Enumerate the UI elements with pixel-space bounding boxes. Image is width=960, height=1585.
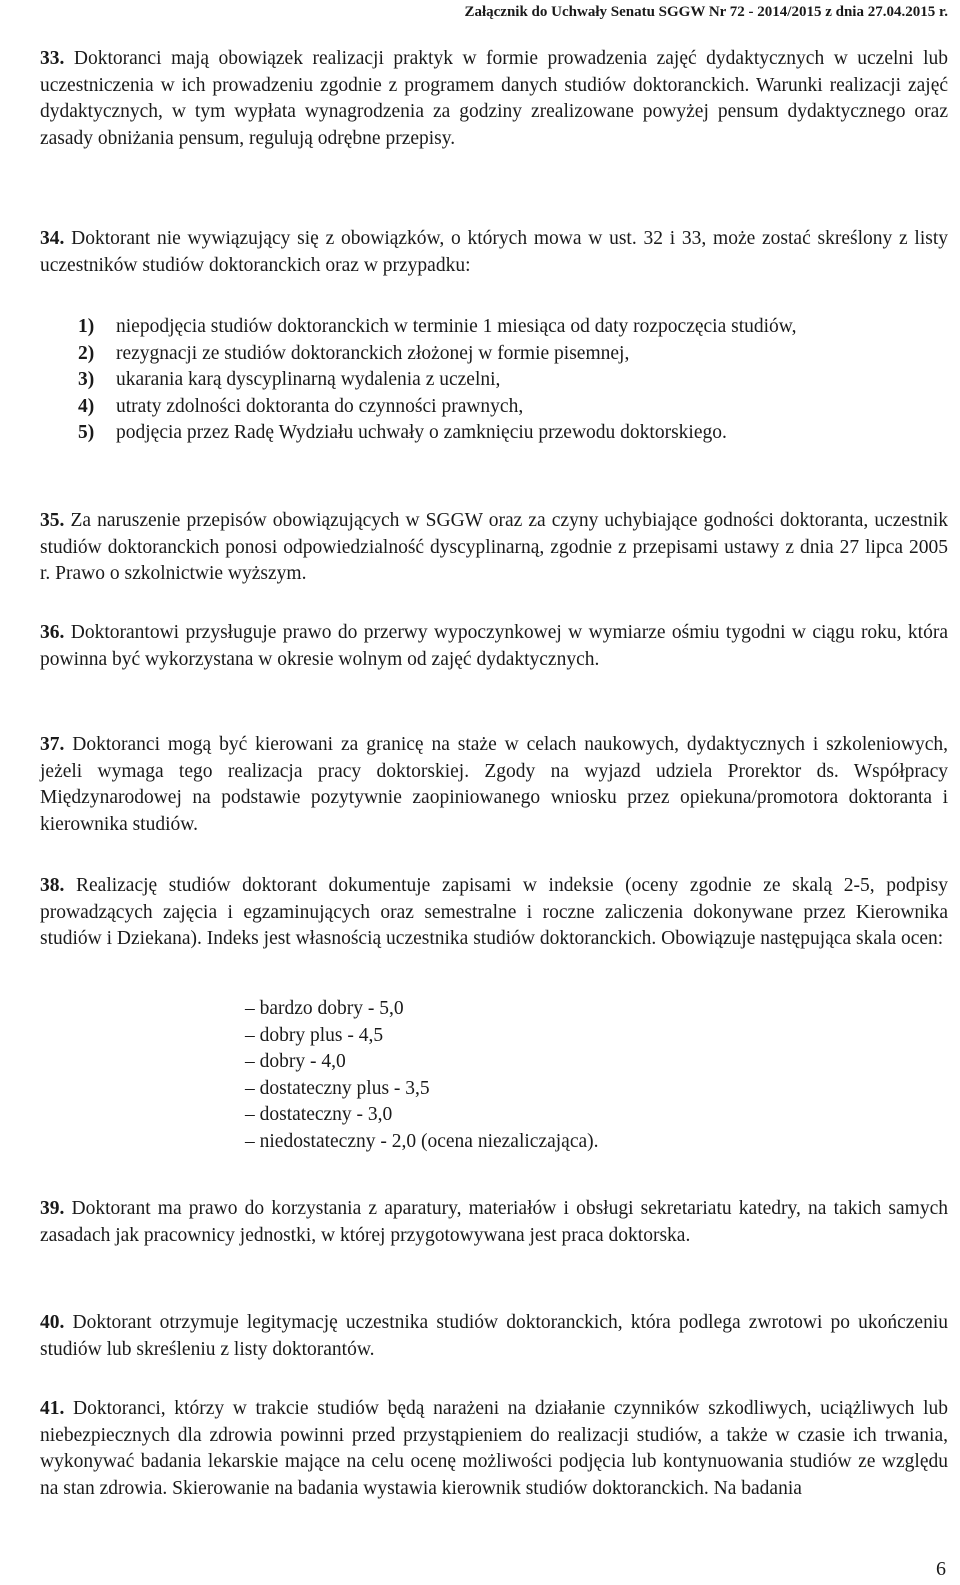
grade-item: – dostateczny - 3,0	[245, 1104, 393, 1126]
list-item	[78, 420, 948, 447]
paragraph-41	[40, 1396, 948, 1502]
grade-scale-list	[245, 996, 599, 1156]
grade-item: – niedostateczny - 2,0 (ocena niezaliczająca).	[245, 1130, 599, 1152]
paragraph-text: Doktorant nie wywiązujący się z obowiązków, o których mowa w ust. 32 i 33, może zostać skreślony z listy uczestników studiów doktoranckich oraz w przypadku:	[40, 228, 949, 276]
grade-item: – dobry - 4,0	[245, 1051, 346, 1073]
list-item-text: podjęcia przez Radę Wydziału uchwały o zamknięciu przewodu doktorskiego.	[116, 422, 727, 444]
paragraph-text: Doktoranci mogą być kierowani za granicę na staże w celach naukowych, dydaktycznych i szkoleniowych, jeżeli wymaga tego realizacja pracy doktorskiej. Zgody na wyjazd udziela Prorektor ds. Współpracy Międzynarodowej na podstawie pozytywnie zaopiniowanego wniosku przez opiekuna/promotora doktoranta i kierownika studiów.	[40, 734, 948, 835]
list-item	[78, 314, 948, 341]
paragraph-number: 39.	[40, 1198, 65, 1219]
list-item	[78, 394, 948, 421]
paragraph-33	[40, 46, 948, 152]
paragraph-37	[40, 732, 948, 838]
list-item	[78, 367, 948, 394]
list-item	[78, 341, 948, 368]
list-item-text: utraty zdolności doktoranta do czynności prawnych,	[116, 395, 524, 417]
paragraph-34	[40, 226, 948, 279]
paragraph-text: Za naruszenie przepisów obowiązujących w SGGW oraz za czyny uchybiające godności doktoranta, uczestnik studiów doktoranckich ponosi odpowiedzialność dyscyplinarną, zgodnie z przepisami ustawy z dnia 27 lipca 2005 r. Prawo o szkolnictwie wyższym.	[40, 510, 949, 585]
list-item-number: 3)	[78, 369, 95, 391]
paragraph-number: 41.	[40, 1398, 65, 1419]
paragraph-text: Doktorant ma prawo do korzystania z aparatury, materiałów i obsługi sekretariatu katedry, na takich samych zasadach jak pracownicy jednostki, w której przygotowywana jest praca doktorska.	[40, 1198, 948, 1246]
list-item-number: 2)	[78, 342, 95, 364]
document-header: Załącznik do Uchwały Senatu SGGW Nr 72 - 2014/2015 z dnia 27.04.2015 r.	[464, 4, 948, 20]
paragraph-text: Doktorant otrzymuje legitymację uczestnika studiów doktoranckich, która podlega zwrotowi po ukończeniu studiów lub skreśleniu z listy doktorantów.	[40, 1312, 948, 1360]
paragraph-text: Realizację studiów doktorant dokumentuje zapisami w indeksie (oceny zgodnie ze skalą 2-5, podpisy prowadzących zajęcia i egzaminujących oraz semestralne i roczne zaliczenia dokonywane przez Kierownika studiów i Dziekana). Indeks jest własnością uczestnika studiów doktoranckich. Obowiązuje następująca skala ocen:	[40, 875, 949, 950]
list-item-number: 5)	[78, 422, 95, 444]
paragraph-number: 33.	[40, 48, 65, 69]
list-item-text: rezygnacji ze studiów doktoranckich złożonej w formie pisemnej,	[116, 342, 630, 364]
paragraph-39	[40, 1196, 948, 1249]
list-item-text: ukarania karą dyscyplinarną wydalenia z uczelni,	[116, 369, 501, 391]
paragraph-34-list	[78, 314, 948, 447]
paragraph-number: 38.	[40, 875, 65, 896]
grade-item: – bardzo dobry - 5,0	[245, 998, 404, 1019]
paragraph-38	[40, 873, 948, 953]
paragraph-number: 37.	[40, 734, 65, 755]
grade-item: – dobry plus - 4,5	[245, 1024, 384, 1046]
paragraph-number: 34.	[40, 228, 65, 249]
paragraph-40	[40, 1310, 948, 1363]
paragraph-number: 40.	[40, 1312, 65, 1333]
list-item-text: niepodjęcia studiów doktoranckich w terminie 1 miesiąca od daty rozpoczęcia studiów,	[116, 316, 797, 337]
list-item-number: 4)	[78, 395, 95, 417]
paragraph-text: Doktoranci mają obowiązek realizacji praktyk w formie prowadzenia zajęć dydaktycznych w uczelni lub uczestniczenia w ich prowadzeniu zgodnie z programem danych studiów doktoranckich. Warunki realizacji zajęć dydaktycznych, w tym wypłata wynagrodzenia za godziny zrealizowane powyżej pensum dydaktycznego oraz zasady obniżania pensum, regulują odrębne przepisy.	[40, 48, 948, 149]
page-number: 6	[936, 1558, 946, 1580]
paragraph-number: 35.	[40, 510, 65, 531]
list-item-number: 1)	[78, 316, 95, 337]
grade-item: – dostateczny plus - 3,5	[245, 1077, 430, 1099]
paragraph-35	[40, 508, 948, 588]
paragraph-number: 36.	[40, 622, 65, 643]
paragraph-36	[40, 620, 948, 673]
paragraph-text: Doktorantowi przysługuje prawo do przerwy wypoczynkowej w wymiarze ośmiu tygodni w ciągu roku, która powinna być wykorzystana w okresie wolnym od zajęć dydaktycznych.	[40, 622, 948, 670]
paragraph-text: Doktoranci, którzy w trakcie studiów będą narażeni na działanie czynników szkodliwych, uciążliwych lub niebezpiecznych dla zdrowia powinni przed przystąpieniem do realizacji studiów, a także w czasie ich trwania, wykonywać badania lekarskie mające na celu ocenę możliwości podjęcia lub kontynuowania studiów ze względu na stan zdrowia. Skierowanie na badania wystawia kierownik studiów doktoranckich. Na badania	[40, 1398, 949, 1499]
